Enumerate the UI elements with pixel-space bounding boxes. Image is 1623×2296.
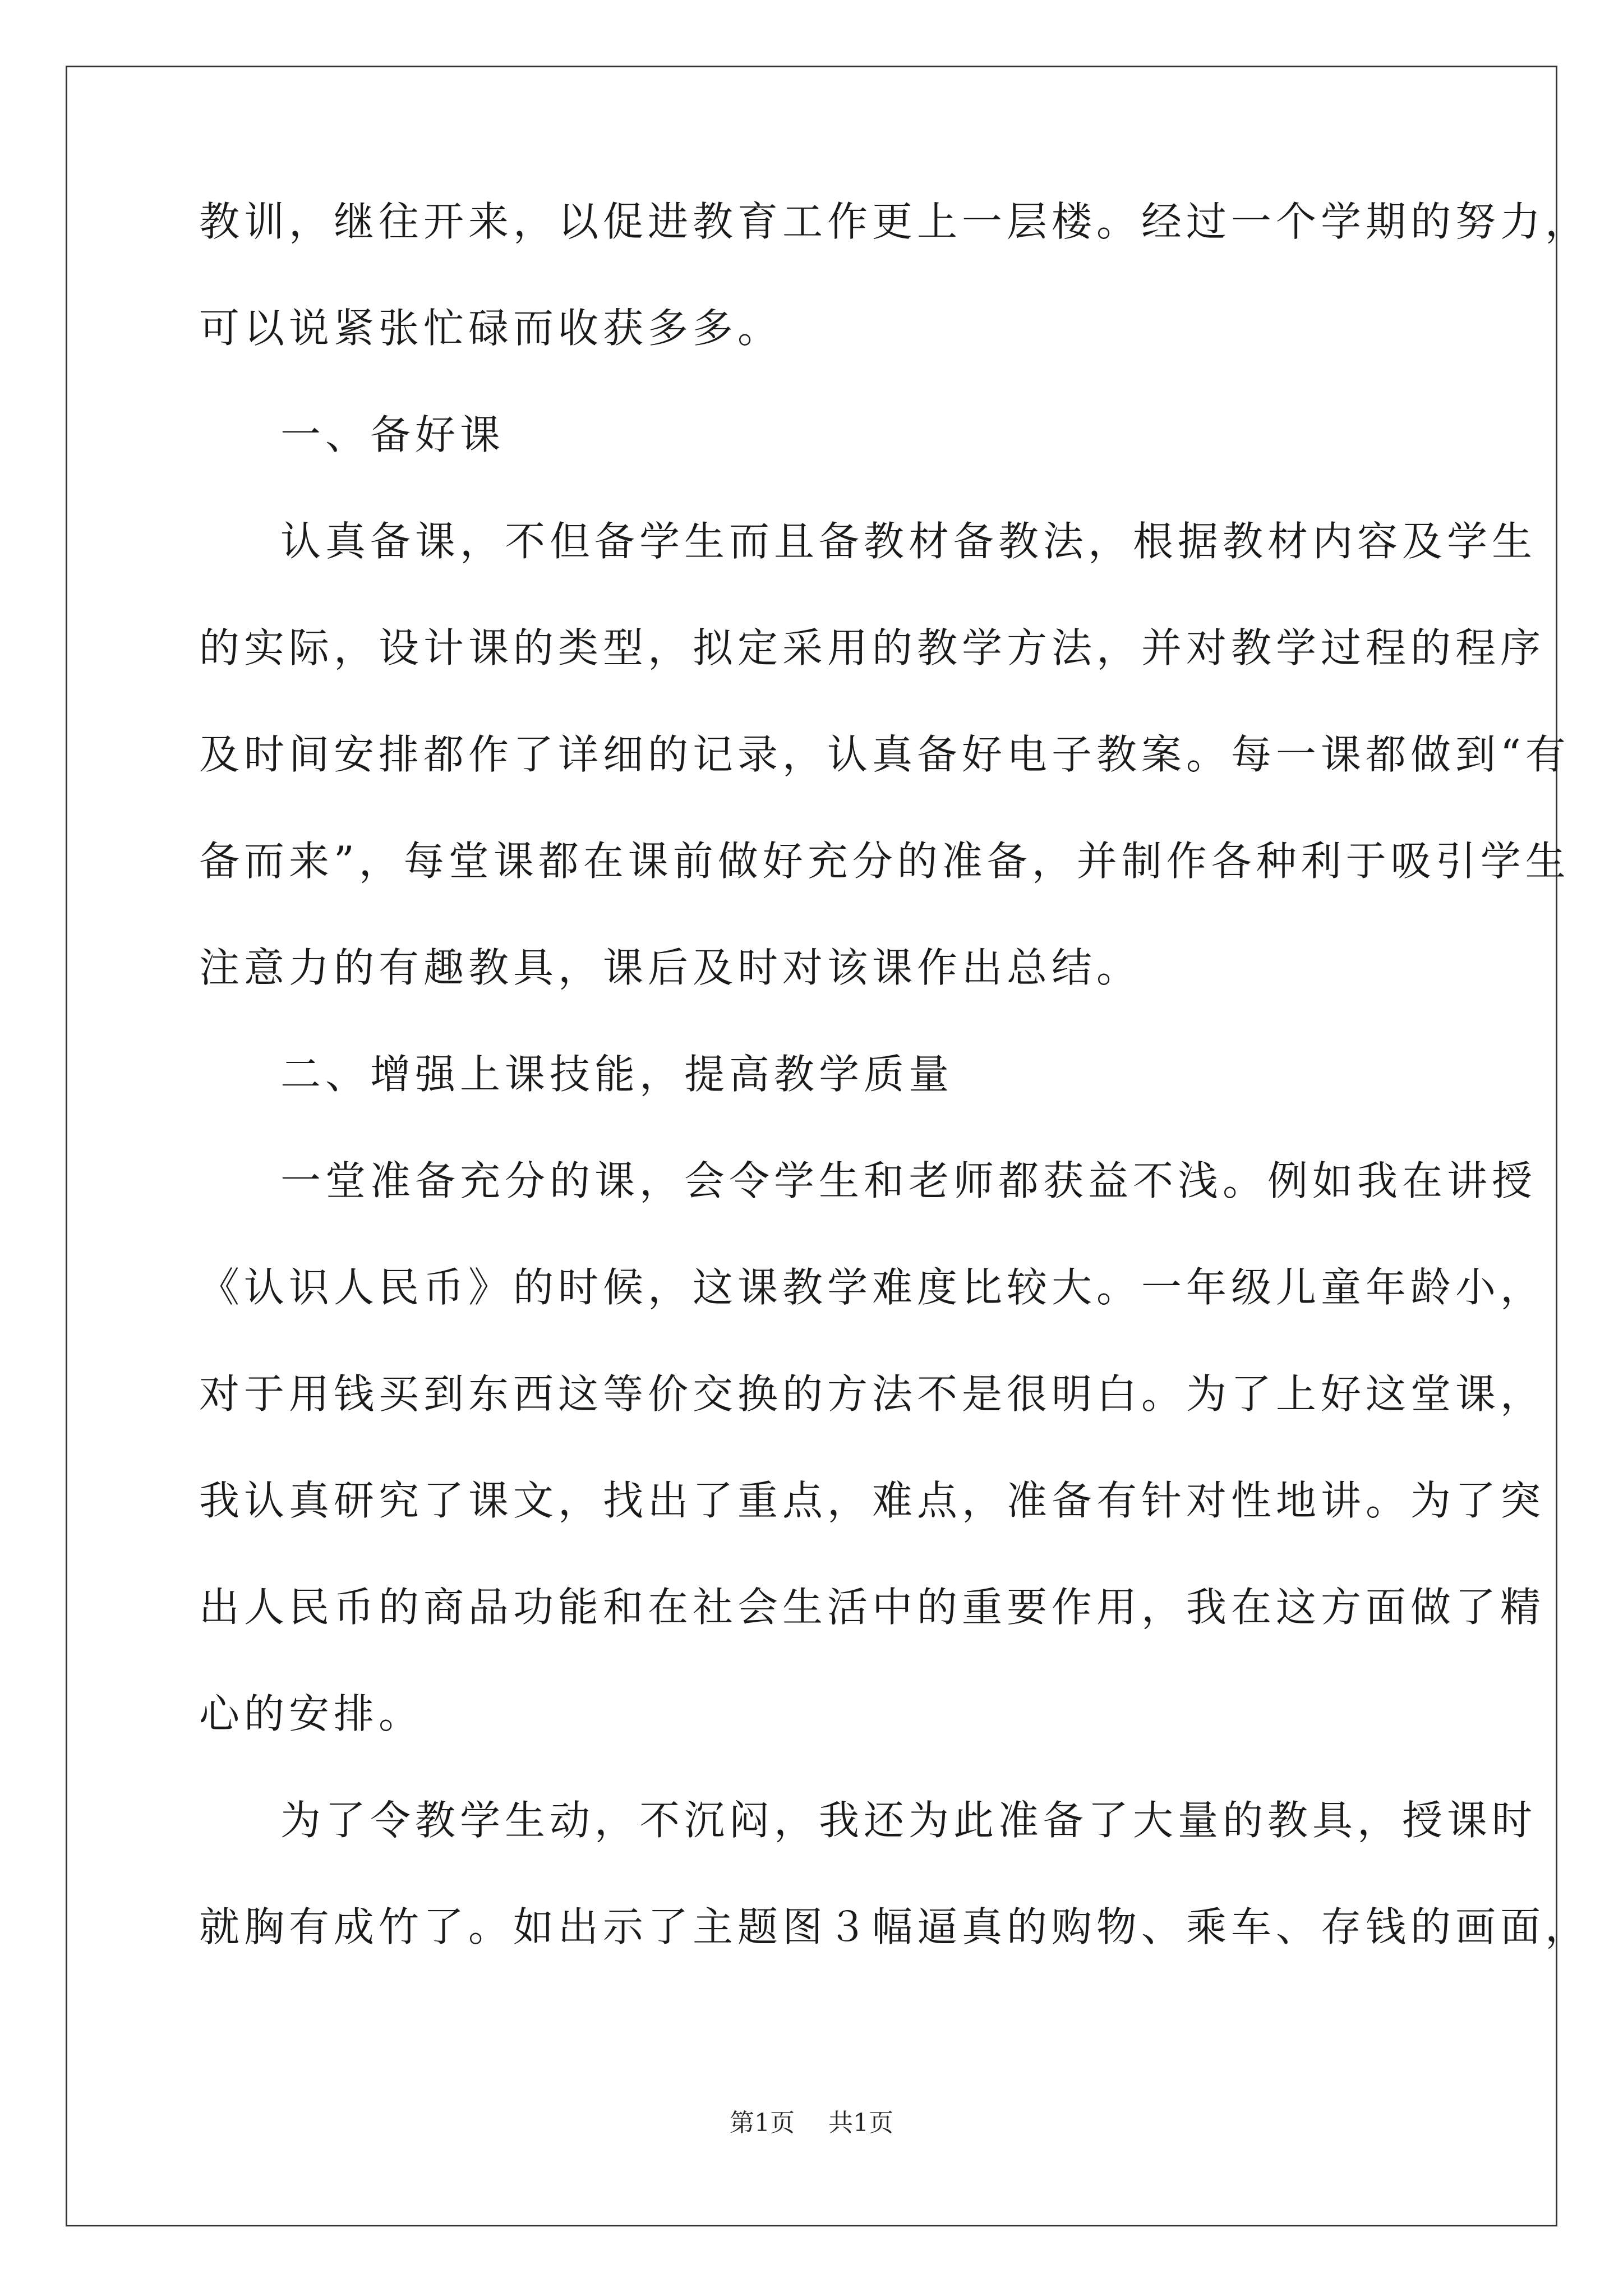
section-heading-2: 二、增强上课技能，提高教学质量 [280,1051,954,1098]
section-heading-1: 一、备好课 [280,411,505,458]
text-line-17: 就胸有成竹了。如出示了主题图３幅逼真的购物、乘车、存钱的画面， [199,1903,1590,1950]
text-line-6: 及时间安排都作了详细的记录，认真备好电子教案。每一课都做到“有 [199,731,1570,778]
text-line-4: 认真备课，不但备学生而且备教材备教法，根据教材内容及学生 [280,518,1537,565]
page-footer [0,2106,1623,2140]
text-line-8: 注意力的有趣教具，课后及时对该课作出总结。 [199,944,1142,991]
text-line-1: 教训，继往开来，以促进教育工作更上一层楼。经过一个学期的努力， [199,198,1590,245]
text-line-2: 可以说紧张忙碌而收获多多。 [199,305,783,352]
text-line-10: 一堂准备充分的课，会令学生和老师都获益不浅。例如我在讲授 [280,1157,1537,1204]
text-line-12: 对于用钱买到东西这等价交换的方法不是很明白。为了上好这堂课， [199,1370,1546,1418]
page-number: 第1页 [730,2109,795,2137]
text-line-14: 出人民币的商品功能和在社会生活中的重要作用，我在这方面做了精 [199,1584,1546,1631]
page-total: 共1页 [828,2109,893,2137]
document-body [199,194,1590,2005]
text-line-16: 为了令教学生动，不沉闷，我还为此准备了大量的教具，授课时 [280,1797,1537,1844]
text-line-15: 心的安排。 [199,1690,424,1737]
text-line-13: 我认真研究了课文，找出了重点，难点，准备有针对性地讲。为了突 [199,1477,1546,1524]
text-line-7: 备而来”，每堂课都在课前做好充分的准备，并制作各种利于吸引学生 [199,838,1570,885]
text-line-11: 《认识人民币》的时候，这课教学难度比较大。一年级儿童年龄小， [199,1264,1546,1311]
text-line-5: 的实际，设计课的类型，拟定采用的教学方法，并对教学过程的程序 [199,624,1546,671]
